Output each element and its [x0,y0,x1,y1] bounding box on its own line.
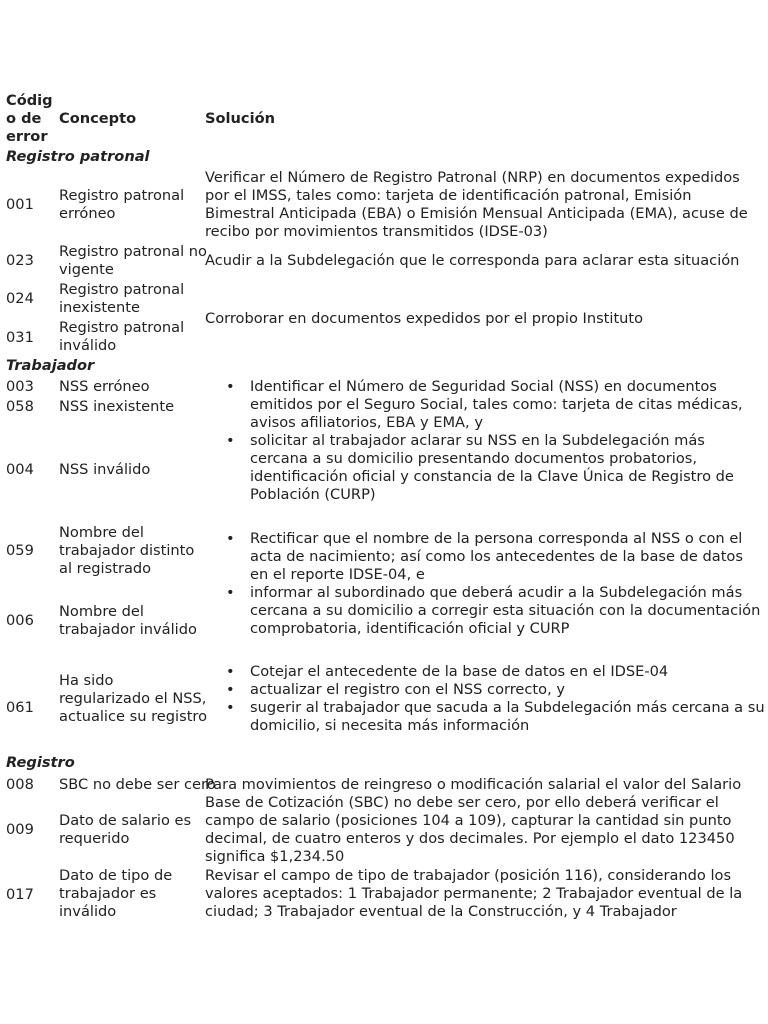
bullet-marker: • [226,663,235,680]
solution-nss-bullet-2: solicitar al trabajador aclarar su NSS en la Subdelegación más cercana a su domicilio presentando documentos probatorios, identificación oficial y constancia de la Clave Única de Registro de Población (CURP) [250,432,734,503]
solution-008-009: Para movimientos de reingreso o modificación salarial el valor del Salario Base de Cotización (SBC) no debe ser cero, por ello deberá verificar el campo de salario (posiciones 104 a 109), capturar la cantidad sin punto decimal, de cuatro enteros y dos decimales. Por ejemplo el dato 123450 significa $1,234.50 [205,776,742,865]
solution-name-bullet-1: Rectificar que el nombre de la persona corresponda al NSS o con el acta de nacimiento; así como los antecedentes de la base de datos en el reporte IDSE-04, e [250,530,743,583]
solution-023: Acudir a la Subdelegación que le corresponda para aclarar esta situación [205,252,740,269]
code-001: 001 [6,196,34,213]
concept-059: Nombre del trabajador distinto al registrado [59,524,195,577]
concept-058: NSS inexistente [59,398,175,415]
concept-023: Registro patronal no vigente [59,243,207,278]
concept-024: Registro patronal inexistente [59,281,185,316]
concept-003: NSS erróneo [59,378,150,395]
header-concept: Concepto [59,110,137,127]
solution-017: Revisar el campo de tipo de trabajador (posición 116), considerando los valores aceptados: 1 Trabajador permanente; 2 Trabajador eventual de la ciudad; 3 Trabajador eventual de la Construcción, y 4 Trabajador [205,867,743,920]
section-registro-patronal: Registro patronal [6,148,150,165]
code-058: 058 [6,398,34,415]
code-004: 004 [6,461,34,478]
code-003: 003 [6,378,34,395]
concept-031: Registro patronal inválido [59,319,185,354]
solution-reg-bullet-1: Cotejar el antecedente de la base de datos en el IDSE-04 [250,663,669,680]
solution-024-031: Corroborar en documentos expedidos por el propio Instituto [205,310,644,327]
code-008: 008 [6,776,34,793]
bullet-marker: • [226,530,235,547]
solution-reg-bullet-3: sugerir al trabajador que sacuda a la Subdelegación más cercana a su domicilio, si necesita más información [250,699,765,734]
concept-061: Ha sido regularizado el NSS, actualice su registro [59,672,208,725]
bullet-marker: • [226,681,235,698]
concept-001: Registro patronal erróneo [59,187,185,222]
code-017: 017 [6,886,34,903]
code-024: 024 [6,290,34,307]
header-code: Códig o de error [6,92,53,145]
concept-004: NSS inválido [59,461,151,478]
concept-006: Nombre del trabajador inválido [59,603,197,638]
concept-017: Dato de tipo de trabajador es inválido [59,867,173,920]
code-009: 009 [6,821,34,838]
solution-nss-bullet-1: Identificar el Número de Seguridad Social (NSS) en documentos emitidos por el Seguro Social, tales como: tarjeta de citas médicas, avisos afiliatorios, EBA y EMA, y [250,378,743,431]
bullet-marker: • [226,432,235,449]
concept-008: SBC no debe ser cero [59,776,216,793]
code-006: 006 [6,612,34,629]
header-solution: Solución [205,110,275,127]
section-trabajador: Trabajador [6,357,95,374]
code-031: 031 [6,329,34,346]
concept-009: Dato de salario es requerido [59,812,192,847]
section-registro: Registro [6,754,75,771]
bullet-marker: • [226,699,235,716]
bullet-marker: • [226,378,235,395]
code-061: 061 [6,699,34,716]
solution-001: Verificar el Número de Registro Patronal (NRP) en documentos expedidos por el IMSS, tales como: tarjeta de identificación patronal, Emisión Bimestral Anticipada (EBA) o Emisión Mensual Anticipada (EMA), acuse de recibo por movimientos transmitidos (IDSE-03) [205,169,748,240]
solution-reg-bullet-2: actualizar el registro con el NSS correcto, y [250,681,565,698]
solution-name-bullet-2: informar al subordinado que deberá acudir a la Subdelegación más cercana a su domicilio a corregir esta situación con la documentación comprobatoria, identificación oficial y CURP [250,584,761,637]
bullet-marker: • [226,584,235,601]
code-059: 059 [6,542,34,559]
code-023: 023 [6,252,34,269]
